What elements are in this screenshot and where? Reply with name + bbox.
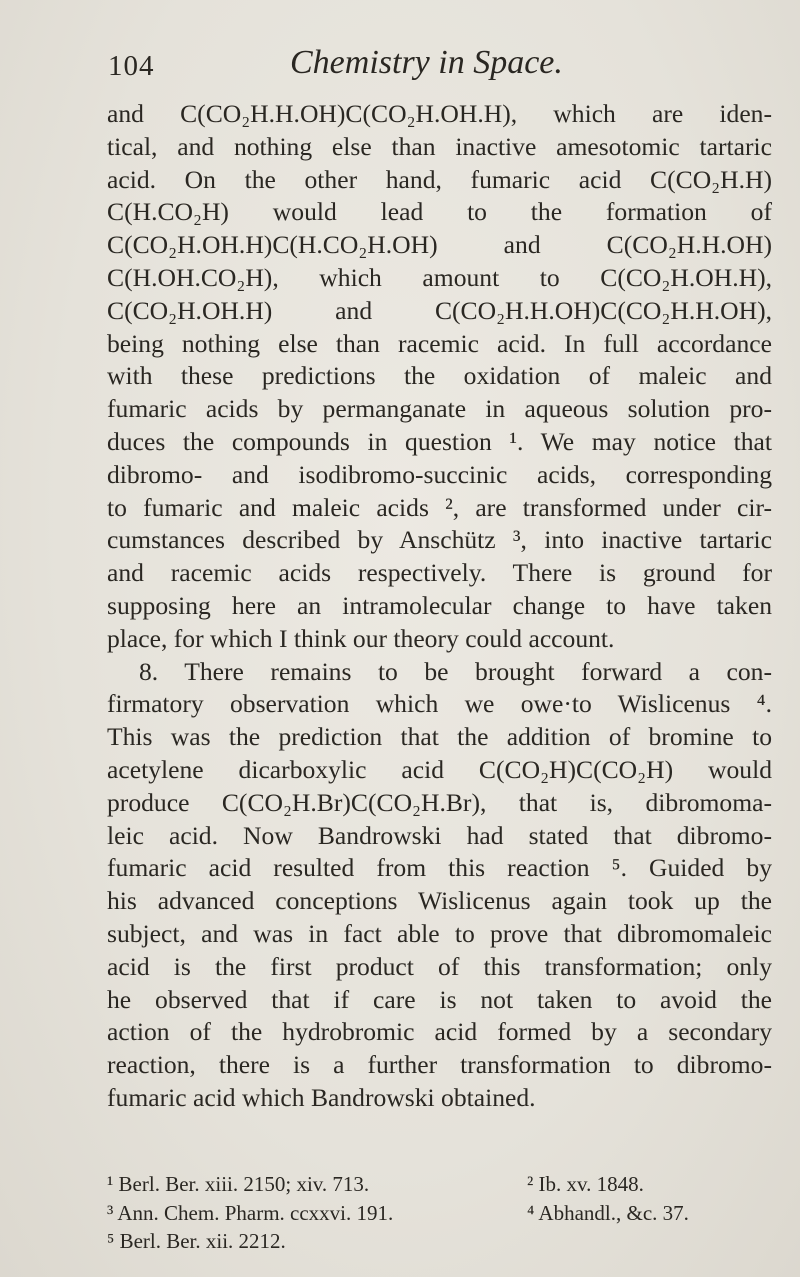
text-line: subject, and was in fact able to prove that dibromomaleic [107,918,772,948]
page-number: 104 [108,50,155,82]
text-line: C(CO₂H.OH.H) and C(CO₂H.H.OH)C(CO₂H.H.OH), [107,295,772,325]
footnote-row [107,1170,772,1199]
footnote-2: ² Ib. xv. 1848. [527,1172,644,1196]
running-title: Chemistry in Space. [290,44,563,81]
text-line: reaction, there is a further transformation to dibromo- [107,1050,772,1080]
text-line: acetylene dicarboxylic acid C(CO₂H)C(CO₂H) would [107,754,772,784]
running-head [108,44,748,88]
text-line: supposing here an intramolecular change to have taken [107,590,772,620]
text-line: fumaric acid resulted from this reaction ⁵. Guided by [107,853,772,883]
text-line: C(H.CO₂H) would lead to the formation of [107,197,772,227]
text-line: tical, and nothing else than inactive amesotomic tartaric [107,131,772,161]
text-line: his advanced conceptions Wislicenus again took up the [107,886,772,916]
text-line: leic acid. Now Bandrowski had stated that dibromo- [107,820,772,850]
body-text [107,98,772,1115]
text-line: firmatory observation which we owe·to Wislicenus ⁴. [107,689,772,719]
text-line: produce C(CO₂H.Br)C(CO₂H.Br), that is, dibromoma- [107,787,772,817]
footnotes [107,1170,772,1256]
text-line: This was the prediction that the addition of bromine to [107,722,772,752]
text-line: cumstances described by Anschütz ³, into inactive tartaric [107,525,772,555]
text-line: to fumaric and maleic acids ², are transformed under cir- [107,492,772,522]
text-line: and racemic acids respectively. There is ground for [107,558,772,588]
text-line: action of the hydrobromic acid formed by a secondary [107,1017,772,1047]
footnote-3: ³ Ann. Chem. Pharm. ccxxvi. 191. [107,1200,394,1225]
text-line: fumaric acids by permanganate in aqueous solution pro- [107,394,772,424]
footnote-1: ¹ Berl. Ber. xiii. 2150; xiv. 713. [107,1172,370,1196]
text-line: and C(CO₂H.H.OH)C(CO₂H.OH.H), which are iden- [107,99,772,128]
text-line: C(H.OH.CO₂H), which amount to C(CO₂H.OH.H), [107,262,772,292]
text-line: acid. On the other hand, fumaric acid C(CO₂H.H) [107,164,772,194]
footnote-row [107,1199,772,1228]
text-line: being nothing else than racemic acid. In full accordance [107,328,772,358]
text-line: C(CO₂H.OH.H)C(H.CO₂H.OH) and C(CO₂H.H.OH) [107,230,772,260]
paragraph-start-line: 8. There remains to be brought forward a con- [139,656,772,686]
footnote-4: ⁴ Abhandl., &c. 37. [527,1200,689,1225]
footnote-5: ⁵ Berl. Ber. xii. 2212. [107,1229,286,1253]
text-line: he observed that if care is not taken to avoid the [107,984,772,1014]
text-line: duces the compounds in question ¹. We may notice that [107,426,772,456]
text-line: fumaric acid which Bandrowski obtained. [107,1082,536,1112]
text-line: acid is the first product of this transformation; only [107,951,772,981]
text-line: with these predictions the oxidation of maleic and [107,361,772,391]
text-line: dibromo- and isodibromo-succinic acids, corresponding [107,459,772,489]
footnote-row [107,1227,772,1256]
text-line: place, for which I think our theory could account. [107,623,615,653]
